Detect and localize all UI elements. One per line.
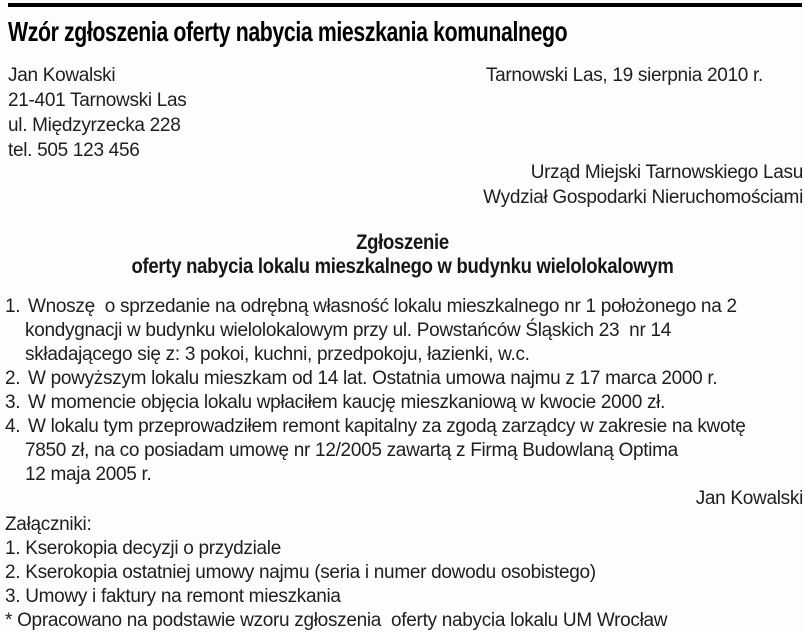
place-and-date: Tarnowski Las, 19 sierpnia 2010 r. [485, 65, 763, 86]
attachments-label: Załączniki: [5, 514, 92, 535]
item-number: 2. [5, 368, 21, 389]
top-rule [8, 3, 802, 7]
sender-phone: tel. 505 123 456 [8, 140, 140, 161]
item-number: 3. [5, 392, 21, 413]
recipient-block [483, 160, 803, 210]
attachment-item: 2. Kserokopia ostatniej umowy najmu (seria i numer dowodu osobistego) [5, 562, 596, 583]
item-text: Wnoszę o sprzedanie na odrębną własność lokalu mieszkalnego nr 1 położonego na 2 [28, 296, 737, 317]
item-text: składającego się z: 3 pokoi, kuchni, przedpokoju, łazienki, w.c. [25, 344, 530, 365]
item-text: 12 maja 2005 r. [25, 464, 152, 485]
list-item [5, 415, 805, 487]
signature-name: Jan Kowalski [695, 488, 803, 509]
sender-street: ul. Międzyrzecka 228 [8, 115, 181, 136]
sender-name: Jan Kowalski [8, 65, 116, 86]
attachment-item: 1. Kserokopia decyzji o przydziale [5, 538, 281, 559]
item-text: W powyższym lokalu mieszkam od 14 lat. Ostatnia umowa najmu z 17 marca 2000 r. [28, 368, 718, 389]
recipient-office: Urząd Miejski Tarnowskiego Lasu [530, 162, 803, 183]
sender-postal: 21-401 Tarnowski Las [8, 90, 187, 111]
item-number: 4. [5, 416, 21, 437]
sender-block [8, 63, 186, 163]
attachments-block [5, 513, 805, 632]
item-text: W lokalu tym przeprowadziłem remont kapitalny za zgodą zarządcy w zakresie na kwotę [28, 416, 746, 437]
list-item [5, 367, 805, 391]
item-number: 1. [5, 296, 21, 317]
document-title: Wzór zgłoszenia oferty nabycia mieszkania komunalnego [8, 16, 568, 47]
item-text: kondygnacji w budynku wielolokalowym przy ul. Powstańców Śląskich 23 nr 14 [25, 320, 671, 341]
subject-line-2: oferty nabycia lokalu mieszkalnego w budynku wielolokalowym [131, 255, 674, 278]
recipient-department: Wydział Gospodarki Nieruchomościami [483, 187, 803, 208]
subject-line-1: Zgłoszenie [356, 231, 449, 254]
subject-heading [48, 231, 756, 279]
attachment-item: 3. Umowy i faktury na remont mieszkania [5, 586, 341, 607]
list-item [5, 391, 805, 415]
list-item [5, 295, 805, 367]
item-text: 7850 zł, na co posiadam umowę nr 12/2005 zawartą z Firmą Budowlaną Optima [25, 440, 678, 461]
body-numbered-list [5, 295, 805, 487]
item-text: W momencie objęcia lokalu wpłaciłem kaucję mieszkaniową w kwocie 2000 zł. [28, 392, 666, 413]
source-footnote: * Opracowano na podstawie wzoru zgłoszenia oferty nabycia lokalu UM Wrocław [5, 610, 668, 631]
